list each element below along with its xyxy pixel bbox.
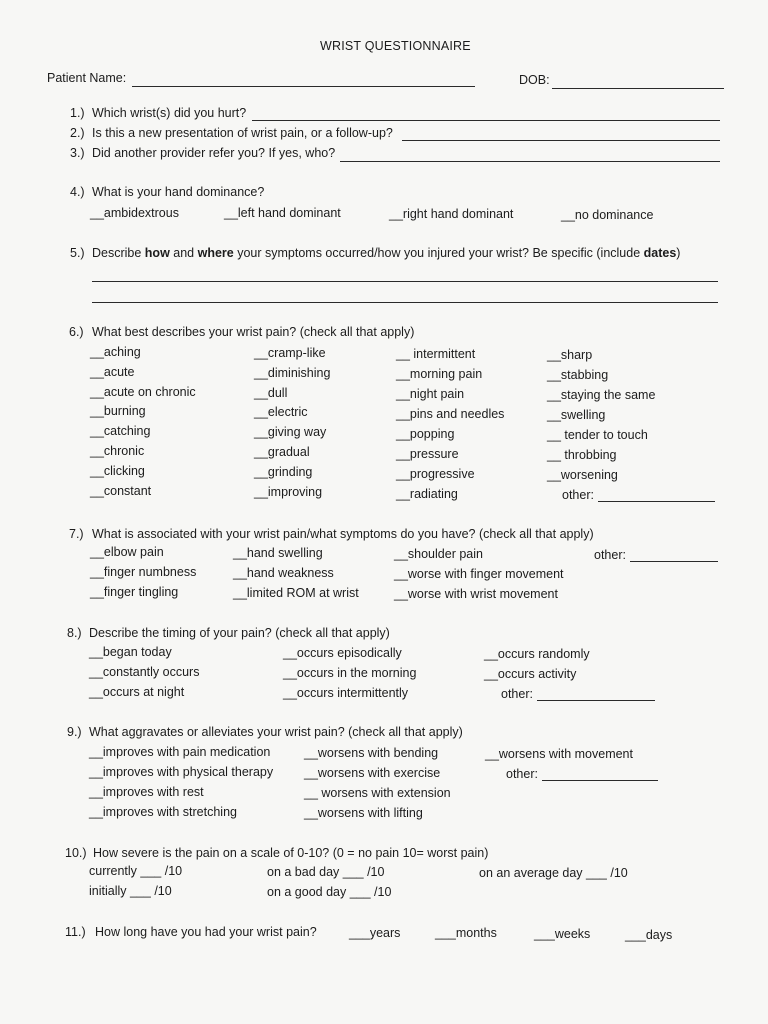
- q8-option[interactable]: __constantly occurs: [89, 665, 200, 679]
- q4-text: What is your hand dominance?: [92, 185, 265, 199]
- q6-other-label: other:: [562, 488, 594, 502]
- q1-text: Which wrist(s) did you hurt?: [92, 106, 247, 120]
- q11-option[interactable]: ___days: [625, 928, 673, 942]
- q9-number: 9.): [67, 725, 82, 739]
- q6-option[interactable]: __improving: [254, 485, 323, 499]
- dob-field[interactable]: [552, 88, 724, 89]
- q3-number: 3.): [70, 146, 85, 160]
- q5-answer-line-1[interactable]: [92, 281, 718, 282]
- q9-option[interactable]: __worsens with lifting: [304, 806, 423, 820]
- patient-name-label: Patient Name:: [47, 71, 127, 85]
- q8-option[interactable]: __occurs randomly: [484, 647, 590, 661]
- q9-option[interactable]: __ worsens with extension: [304, 786, 451, 800]
- q6-option[interactable]: __ throbbing: [547, 448, 617, 462]
- q6-option[interactable]: __morning pain: [396, 367, 483, 381]
- q6-option[interactable]: __cramp-like: [254, 346, 326, 360]
- q6-option[interactable]: __stabbing: [547, 368, 609, 382]
- q9-option[interactable]: __improves with rest: [89, 785, 204, 799]
- q6-option[interactable]: __radiating: [396, 487, 458, 501]
- q7-option[interactable]: __elbow pain: [90, 545, 164, 559]
- q11-number: 11.): [65, 925, 86, 939]
- q1-answer-line[interactable]: [252, 120, 720, 121]
- q8-option[interactable]: __occurs episodically: [283, 646, 402, 660]
- q11-option[interactable]: ___weeks: [534, 927, 591, 941]
- q6-option[interactable]: __ intermittent: [396, 347, 476, 361]
- q4-option[interactable]: __right hand dominant: [389, 207, 514, 221]
- q4-option[interactable]: __ambidextrous: [90, 206, 179, 220]
- q7-text: What is associated with your wrist pain/what symptoms do you have? (check all that apply): [92, 527, 594, 541]
- q6-option[interactable]: __gradual: [254, 445, 310, 459]
- q7-number: 7.): [69, 527, 84, 541]
- q10-good-day[interactable]: on a good day ___ /10: [267, 885, 392, 899]
- q2-number: 2.): [70, 126, 85, 140]
- q6-option[interactable]: __worsening: [547, 468, 618, 482]
- q6-option[interactable]: __chronic: [90, 444, 145, 458]
- q7-option[interactable]: __shoulder pain: [394, 547, 483, 561]
- q8-option[interactable]: __occurs in the morning: [283, 666, 417, 680]
- q8-option[interactable]: __occurs at night: [89, 685, 185, 699]
- q7-option[interactable]: __finger tingling: [90, 585, 179, 599]
- q3-text: Did another provider refer you? If yes, who?: [92, 146, 336, 160]
- q6-option[interactable]: __popping: [396, 427, 455, 441]
- q6-option[interactable]: __pressure: [396, 447, 459, 461]
- page-title: WRIST QUESTIONNAIRE: [320, 39, 471, 53]
- q9-option[interactable]: __worsens with bending: [304, 746, 439, 760]
- q6-option[interactable]: __clicking: [90, 464, 145, 478]
- q6-option[interactable]: __staying the same: [547, 388, 656, 402]
- q11-option[interactable]: ___months: [435, 926, 497, 940]
- q7-option[interactable]: __worse with wrist movement: [394, 587, 558, 601]
- q10-currently[interactable]: currently ___ /10: [89, 864, 183, 878]
- q6-option[interactable]: __diminishing: [254, 366, 331, 380]
- q6-option[interactable]: __acute on chronic: [90, 385, 196, 399]
- q10-text: How severe is the pain on a scale of 0-10? (0 = no pain 10= worst pain): [93, 846, 489, 860]
- q9-option[interactable]: __worsens with movement: [485, 747, 633, 761]
- q6-option[interactable]: __giving way: [254, 425, 327, 439]
- q8-other-label: other:: [501, 687, 533, 701]
- patient-name-field[interactable]: [132, 86, 475, 87]
- q7-option[interactable]: __hand swelling: [233, 546, 323, 560]
- q6-text: What best describes your wrist pain? (check all that apply): [92, 325, 415, 339]
- q6-option[interactable]: __progressive: [396, 467, 475, 481]
- q6-option[interactable]: __night pain: [396, 387, 465, 401]
- q2-text: Is this a new presentation of wrist pain, or a follow-up?: [92, 126, 393, 140]
- q10-average-day[interactable]: on an average day ___ /10: [479, 866, 628, 880]
- q2-answer-line[interactable]: [402, 140, 720, 141]
- q6-option[interactable]: __acute: [90, 365, 135, 379]
- q8-option[interactable]: __occurs activity: [484, 667, 577, 681]
- q9-option[interactable]: __improves with pain medication: [89, 745, 271, 759]
- q4-option[interactable]: __no dominance: [561, 208, 654, 222]
- q6-option[interactable]: __burning: [90, 404, 146, 418]
- q8-option[interactable]: __occurs intermittently: [283, 686, 409, 700]
- q7-option[interactable]: __hand weakness: [233, 566, 334, 580]
- q8-number: 8.): [67, 626, 82, 640]
- q1-number: 1.): [70, 106, 85, 120]
- q7-other-field[interactable]: [630, 561, 718, 562]
- q7-option[interactable]: __finger numbness: [90, 565, 197, 579]
- q8-option[interactable]: __began today: [89, 645, 172, 659]
- q6-option[interactable]: __grinding: [254, 465, 313, 479]
- q4-number: 4.): [70, 185, 85, 199]
- q9-text: What aggravates or alleviates your wrist pain? (check all that apply): [89, 725, 463, 739]
- q6-option[interactable]: __swelling: [547, 408, 606, 422]
- q9-other-label: other:: [506, 767, 538, 781]
- q7-other-label: other:: [594, 548, 626, 562]
- q6-option[interactable]: __ tender to touch: [547, 428, 648, 442]
- q7-option[interactable]: __worse with finger movement: [394, 567, 564, 581]
- q8-text: Describe the timing of your pain? (check all that apply): [89, 626, 390, 640]
- q6-number: 6.): [69, 325, 84, 339]
- q5-number: 5.): [70, 246, 85, 260]
- q6-option[interactable]: __dull: [254, 386, 288, 400]
- q10-number: 10.): [65, 846, 87, 860]
- q11-option[interactable]: ___years: [349, 926, 401, 940]
- q6-option[interactable]: __pins and needles: [396, 407, 505, 421]
- q9-option[interactable]: __improves with physical therapy: [89, 765, 274, 779]
- q5-answer-line-2[interactable]: [92, 302, 718, 303]
- q6-option[interactable]: __constant: [90, 484, 152, 498]
- q5-text: Describe how and where your symptoms occurred/how you injured your wrist? Be specific (include dates): [92, 246, 681, 260]
- q8-other-field[interactable]: [537, 700, 655, 701]
- q6-option[interactable]: __sharp: [547, 348, 593, 362]
- q3-answer-line[interactable]: [340, 161, 720, 162]
- q10-bad-day[interactable]: on a bad day ___ /10: [267, 865, 385, 879]
- q6-other-field[interactable]: [598, 501, 715, 502]
- q9-option[interactable]: __improves with stretching: [89, 805, 237, 819]
- q6-option[interactable]: __catching: [90, 424, 151, 438]
- q4-option[interactable]: __left hand dominant: [224, 206, 341, 220]
- q6-option[interactable]: __aching: [90, 345, 141, 359]
- q10-initially[interactable]: initially ___ /10: [89, 884, 172, 898]
- dob-label: DOB:: [519, 73, 550, 87]
- q11-text: How long have you had your wrist pain?: [95, 925, 317, 939]
- q9-option[interactable]: __worsens with exercise: [304, 766, 441, 780]
- q6-option[interactable]: __electric: [254, 405, 308, 419]
- q9-other-field[interactable]: [542, 780, 658, 781]
- q7-option[interactable]: __limited ROM at wrist: [233, 586, 359, 600]
